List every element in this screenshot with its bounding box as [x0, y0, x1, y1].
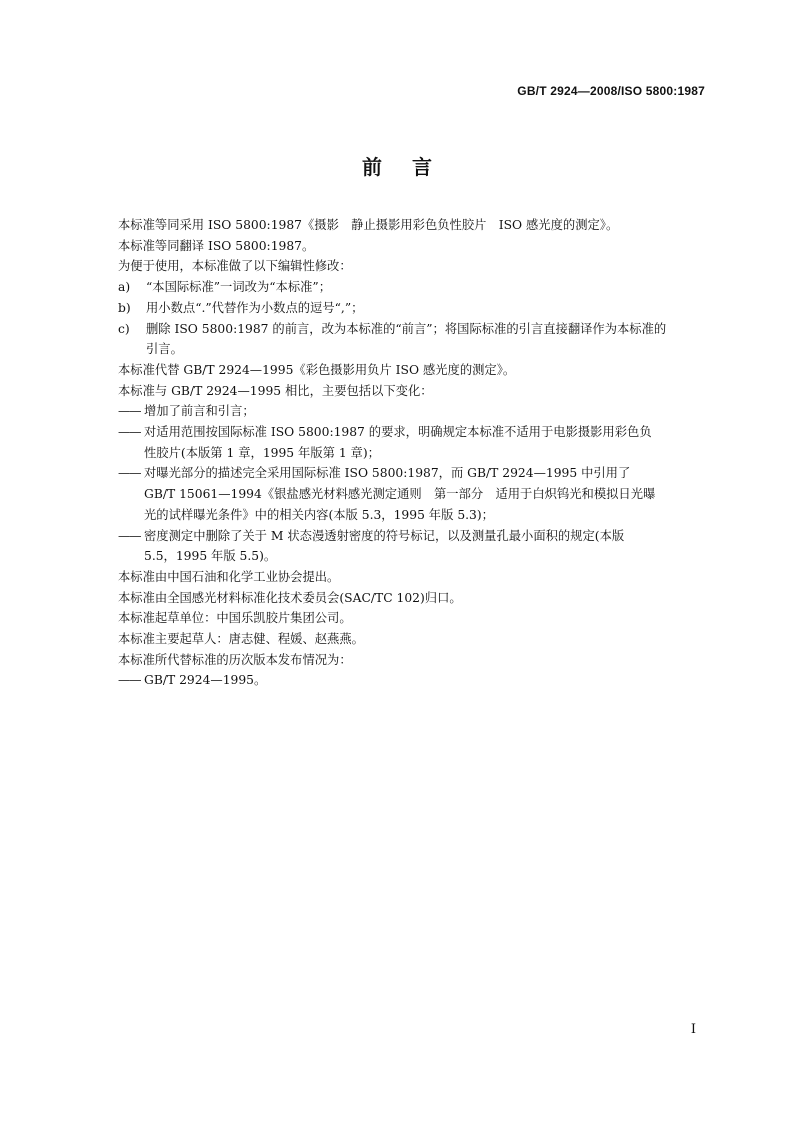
paragraph-history-intro: 本标准所代替标准的历次版本发布情况为：: [118, 652, 352, 667]
list-item-text: 用小数点“.”代替作为小数点的逗号“,”；: [146, 300, 364, 315]
page-title: 前言: [362, 155, 462, 179]
foreword-body: [118, 215, 710, 691]
dash-marker: ——: [118, 528, 141, 543]
change-item-continuation: 5.5，1995 年版 5.5)。: [144, 549, 277, 564]
list-item-continuation: 引言。: [146, 342, 183, 357]
change-item: [118, 401, 710, 422]
list-marker: b): [118, 300, 131, 315]
change-item-continuation: 性胶片(本版第 1 章，1995 年版第 1 章)；: [144, 445, 380, 460]
paragraph-editorial-intro: 为便于使用，本标准做了以下编辑性修改：: [118, 259, 352, 274]
history-item-text: GB/T 2924—1995。: [144, 673, 267, 688]
dash-marker: ——: [118, 673, 141, 688]
list-item-text: 删除 ISO 5800:1987 的前言，改为本标准的“前言”；将国际标准的引言直接翻译作为本标准的: [146, 321, 667, 336]
change-item-continuation: 光的试样曝光条件》中的相关内容(本版 5.3，1995 年版 5.3)；: [144, 507, 494, 522]
paragraph-translation: 本标准等同翻译 ISO 5800:1987。: [118, 238, 315, 253]
list-marker: c): [118, 321, 130, 336]
paragraph-replaces: 本标准代替 GB/T 2924—1995《彩色摄影用负片 ISO 感光度的测定》。: [118, 362, 516, 377]
paragraph-drafters: 本标准主要起草人：唐志健、程媛、赵燕燕。: [118, 632, 364, 647]
paragraph-adoption: 本标准等同采用 ISO 5800:1987《摄影 静止摄影用彩色负性胶片 ISO 感光度的测定》。: [118, 218, 619, 232]
history-item: [118, 670, 710, 691]
change-item-text: 增加了前言和引言；: [144, 404, 255, 419]
list-item: [118, 277, 710, 298]
dash-marker: ——: [118, 404, 141, 419]
paragraph-drafting-unit: 本标准起草单位：中国乐凯胶片集团公司。: [118, 611, 352, 626]
change-item: [118, 463, 710, 484]
page-number: I: [690, 1022, 696, 1037]
list-item: [118, 298, 710, 319]
list-item-text: “本国际标准”一词改为“本标准”；: [146, 280, 332, 295]
paragraph-changes-intro: 本标准与 GB/T 2924—1995 相比，主要包括以下变化：: [118, 383, 433, 398]
change-item: [118, 526, 710, 547]
change-item-text: 对曝光部分的描述完全采用国际标准 ISO 5800:1987，而 GB/T 2924—1995 中引用了: [144, 466, 631, 481]
standard-code-header: GB/T 2924—2008/ISO 5800:1987: [517, 84, 705, 98]
change-item-text: 对适用范围按国际标准 ISO 5800:1987 的要求，明确规定本标准不适用于电影摄影用彩色负: [144, 425, 652, 440]
paragraph-administered-by: 本标准由全国感光材料标准化技术委员会(SAC/TC 102)归口。: [118, 590, 462, 605]
paragraph-proposed-by: 本标准由中国石油和化学工业协会提出。: [118, 569, 340, 584]
dash-marker: ——: [118, 466, 141, 481]
dash-marker: ——: [118, 425, 141, 440]
list-marker: a): [118, 280, 131, 295]
change-item-text: 密度测定中删除了关于 M 状态漫透射密度的符号标记，以及测量孔最小面积的规定(本版: [144, 528, 625, 543]
change-item-continuation: GB/T 15061—1994《银盐感光材料感光测定通则 第一部分 适用于白炽钨光和模拟日光曝: [144, 487, 656, 502]
change-item: [118, 422, 710, 443]
list-item: [118, 319, 710, 340]
